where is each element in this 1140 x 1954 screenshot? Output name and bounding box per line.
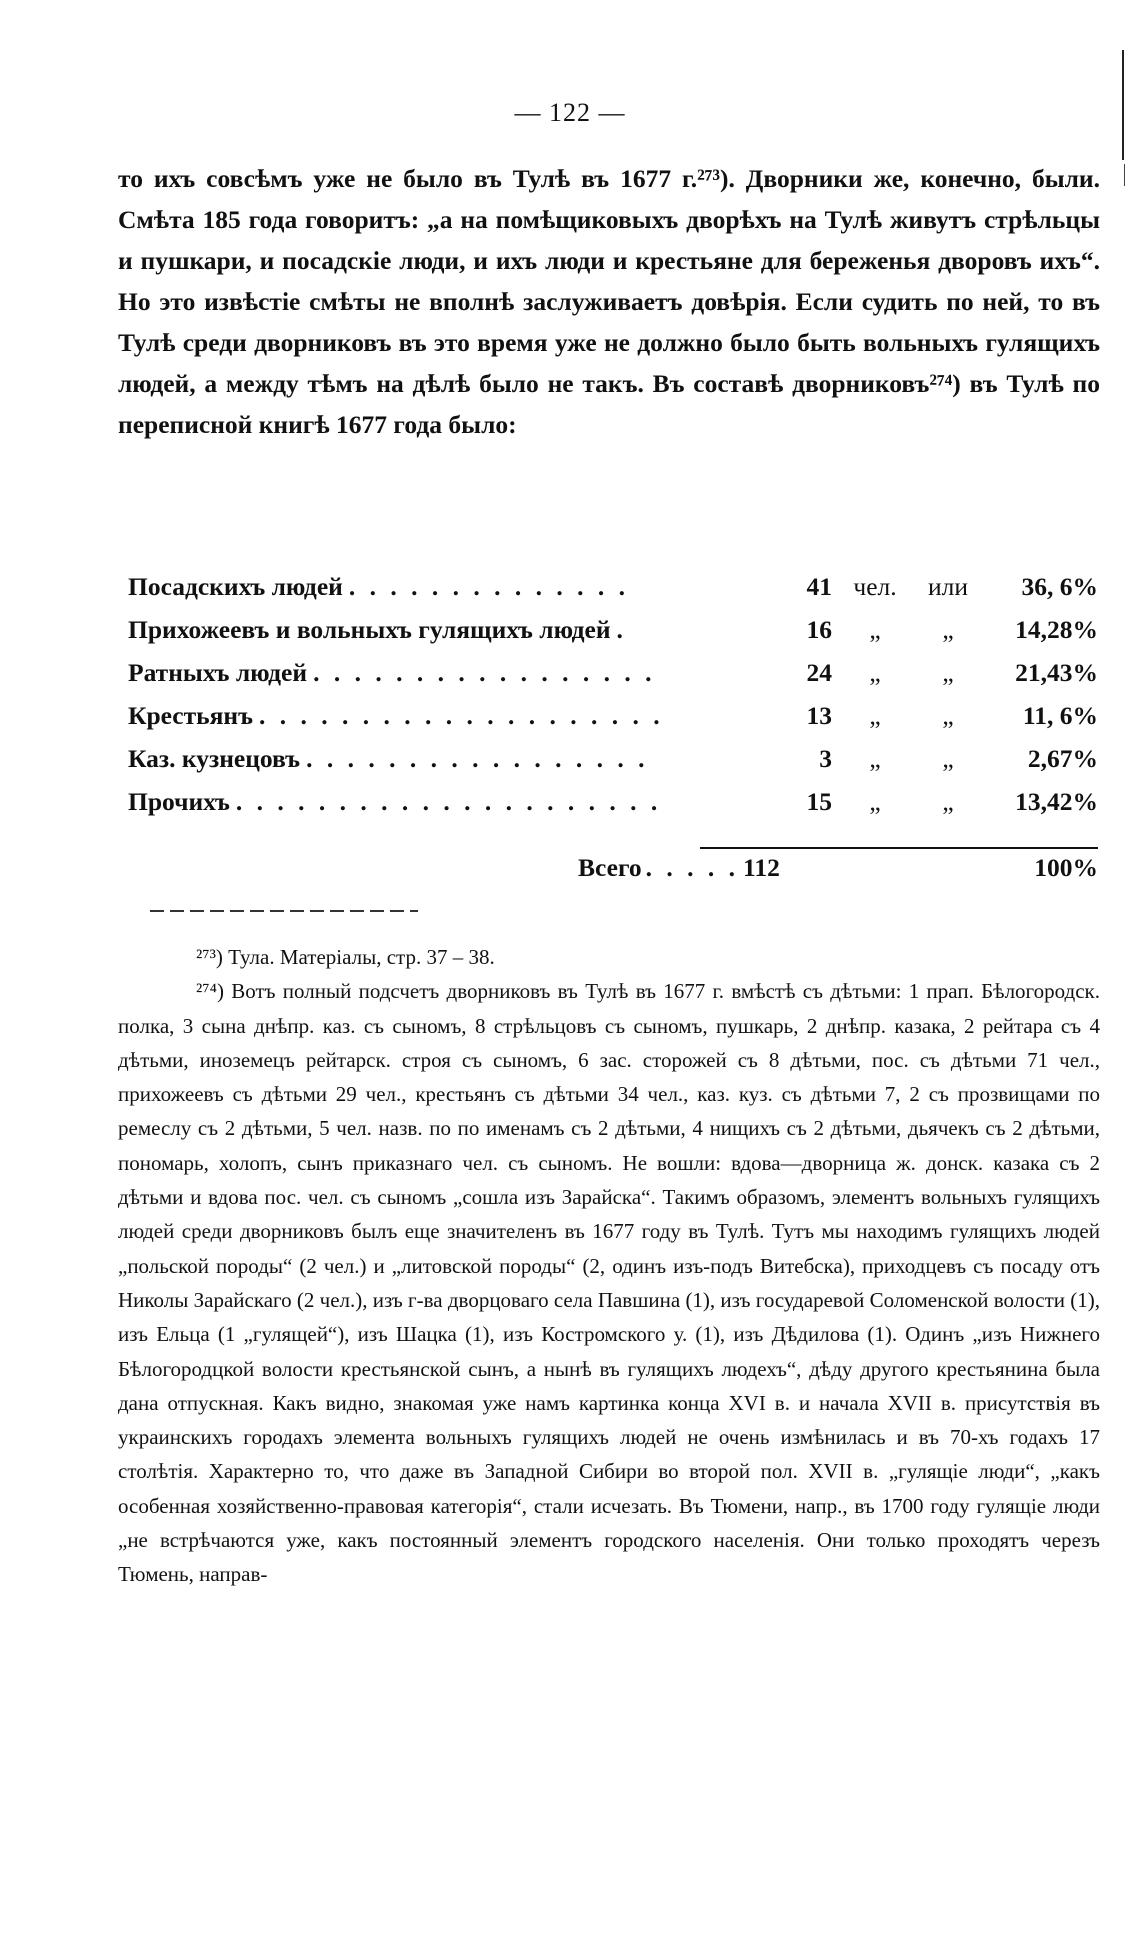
- row-sep: или: [927, 572, 969, 601]
- row-percent: 21,43%: [1015, 658, 1098, 687]
- row-unit: чел.: [853, 572, 897, 601]
- row-count: 16: [806, 615, 832, 644]
- tally-row: [128, 744, 1098, 787]
- tally-row: [128, 787, 1098, 830]
- leader-dots: . . . . . . . . . . . . . . . . . . . . .: [235, 787, 662, 816]
- row-percent: 36, 6%: [1021, 572, 1098, 601]
- row-label: Ратныхъ людей: [128, 658, 308, 687]
- tally-row: [128, 658, 1098, 701]
- tally-table: [128, 572, 1098, 830]
- leader-dots: . . . . .: [645, 853, 740, 882]
- row-sep: „: [942, 744, 954, 773]
- page-number: — 122 —: [514, 98, 626, 127]
- total-percent: 100%: [1034, 853, 1098, 882]
- row-unit: „: [869, 787, 881, 816]
- row-percent: 2,67%: [1027, 744, 1098, 773]
- row-count: 13: [806, 701, 832, 730]
- row-label: Каз. кузнецовъ: [128, 744, 301, 773]
- row-count: 41: [806, 572, 832, 601]
- footnotes: [118, 940, 1100, 1592]
- footnote-274: ²⁷⁴) Вотъ полный подсчетъ дворниковъ въ Тулѣ въ 1677 г. вмѣстѣ съ дѣтьми: 1 прап. Бѣлогородск. полка, 3 сына днѣпр. каз. съ сыномъ, 8 стрѣльцовъ съ сыномъ, пушкарь, 2 днѣпр. казака, 2 рейтара съ 4 дѣтьми, иноземецъ рейтарск. строя съ сыномъ, 6 зас. сторожей съ 8 дѣтьми, пос. съ дѣтьми 71 чел., прихожеевъ съ дѣтьми 29 чел., крестьянъ съ дѣтьми 34 чел., каз. куз. съ дѣтьми 7, 2 съ прозвищами по ремеслу съ 2 дѣтьми, 5 чел. назв. по по именамъ съ 2 дѣтьми, 4 нищихъ съ 2 дѣтьми, дьячекъ съ 2 дѣтьми, пономарь, холопъ, сынъ приказнаго чел. съ сыномъ. Не вошли: вдова—дворница ж. донск. казака съ 2 дѣтьми и вдова пос. чел. съ сыномъ „сошла изъ Зарайска“. Такимъ образомъ, элементъ вольныхъ гулящихъ людей среди дворниковъ былъ еще значителенъ въ 1677 году въ Тулѣ. Тутъ мы находимъ гулящихъ людей „польской породы“ (2 чел.) и „литовской породы“ (2, одинъ изъ-подъ Витебска), приходцевъ съ посаду отъ Николы Зарайскаго (2 чел.), изъ г-ва дворцоваго села Павшина (1), изъ государевой Соломенской волости (1), изъ Ельца (1 „гулящей“), изъ Шацка (1), изъ Костромского у. (1), изъ Дѣдилова (1). Одинъ „изъ Нижнего Бѣлогородцкой волости крестьянской сынъ, а нынѣ въ гулящихъ людехъ“, дѣду другого крестьянина была дана отпускная. Какъ видно, знакомая уже намъ картинка конца XVI в. и начала XVII в. присутствія въ украинскихъ городахъ элемента вольныхъ гулящихъ людей не очень измѣнилась и въ 70-хъ годахъ 17 столѣтія. Характерно то, что даже въ Западной Сибири во второй пол. XVII в. „гулящіе люди“, „какъ особенная хозяйственно-правовая категорія“, стали исчезать. Въ Тюмени, напр., въ 1700 году гулящіе люди „не встрѣчаются уже, какъ постоянный элементъ городского населенія. Они только проходятъ черезъ Тюмень, направ-: [118, 979, 1100, 1587]
- row-percent: 11, 6%: [1022, 701, 1098, 730]
- row-label: Прочихъ: [128, 787, 230, 816]
- row-unit: „: [869, 658, 881, 687]
- row-percent: 14,28%: [1015, 615, 1098, 644]
- row-count: 3: [819, 744, 832, 773]
- main-text: [118, 158, 1100, 445]
- leader-dots: . . . . . . . . . . . . . . . . .: [313, 658, 656, 687]
- row-label: Крестьянъ: [128, 701, 253, 730]
- tally-row: [128, 572, 1098, 615]
- total-rule: [700, 847, 1098, 849]
- row-sep: „: [942, 701, 954, 730]
- row-sep: „: [942, 658, 954, 687]
- footnote-273: ²⁷³) Тула. Матеріалы, стр. 37 – 38.: [196, 945, 495, 969]
- total-label: Всего: [578, 853, 642, 882]
- row-label: Прихожеевъ и вольныхъ гулящихъ людей: [128, 615, 611, 644]
- row-percent: 13,42%: [1015, 787, 1098, 816]
- margin-rule-fragment: [1124, 164, 1125, 186]
- tally-row: [128, 615, 1098, 658]
- leader-dots: . . . . . . . . . . . . . . . . .: [306, 744, 649, 773]
- row-sep: „: [942, 615, 954, 644]
- row-unit: „: [869, 701, 881, 730]
- total-row: [578, 853, 1098, 883]
- row-sep: „: [942, 787, 954, 816]
- tally-row: [128, 701, 1098, 744]
- paragraph: то ихъ совсѣмъ уже не было въ Тулѣ въ 1677 г.²⁷³). Дворники же, конечно, были. Смѣта 185 года говоритъ: „а на помѣщиковыхъ дворѣхъ на Тулѣ живутъ стрѣльцы и пушкари, и посадскіе люди, и ихъ люди и крестьяне для береженья дворовъ ихъ“. Но это извѣстіе смѣты не вполнѣ заслуживаетъ довѣрія. Если судить по ней, то въ Тулѣ среди дворниковъ въ это время уже не должно было быть вольныхъ гулящихъ людей, а между тѣмъ на дѣлѣ было не такъ. Въ составѣ дворниковъ²⁷⁴) въ Тулѣ по переписной книгѣ 1677 года было:: [118, 164, 1100, 439]
- leader-dots: . . . . . . . . . . . . . .: [348, 572, 629, 601]
- footnote-divider: [150, 910, 418, 912]
- row-unit: „: [869, 744, 881, 773]
- row-count: 15: [806, 787, 832, 816]
- row-label: Посадскихъ людей: [128, 572, 343, 601]
- leader-dots: . . . . . . . . . . . . . . . . . . . .: [259, 701, 664, 730]
- total-count: 112: [743, 853, 780, 882]
- leader-dots: .: [616, 615, 627, 644]
- row-unit: „: [869, 615, 881, 644]
- row-count: 24: [806, 658, 832, 687]
